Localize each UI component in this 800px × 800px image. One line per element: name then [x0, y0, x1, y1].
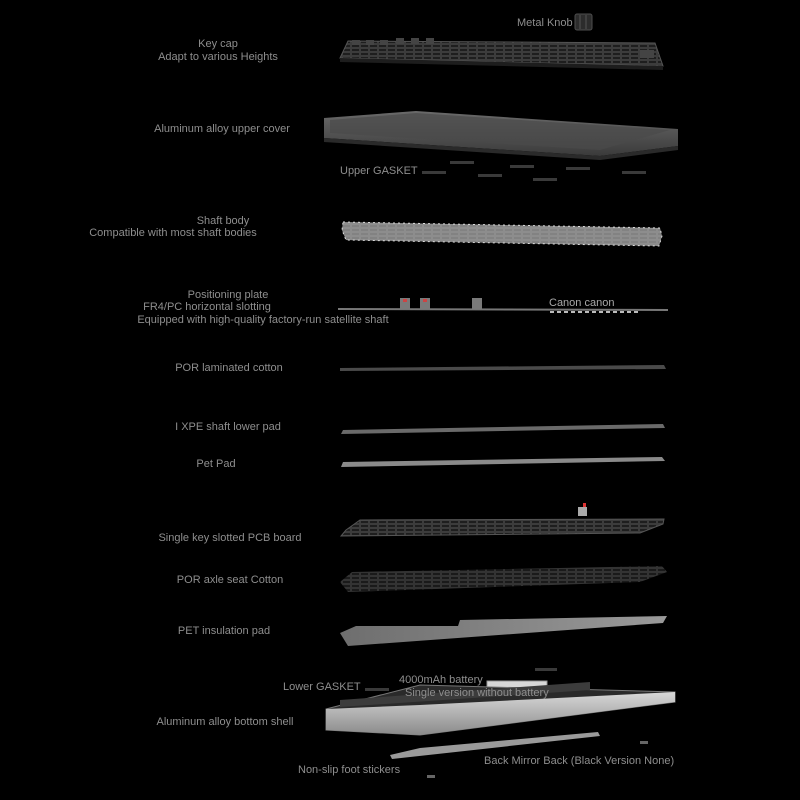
metal-knob-label: Metal Knob [517, 17, 573, 29]
por-laminated-label: POR laminated cotton [175, 362, 283, 374]
mirror-back-label: Back Mirror Back (Black Version None) [484, 755, 675, 767]
foot-stickers-label: Non-slip foot stickers [298, 764, 401, 776]
battery-label: 4000mAh battery [399, 674, 483, 686]
shaft-body-sublabel: Compatible with most shaft bodies [89, 227, 257, 239]
pet-insulation-label: PET insulation pad [177, 625, 271, 637]
positioning-plate-part [338, 298, 668, 312]
bottom-shell-label: Aluminum alloy bottom shell [156, 716, 294, 728]
upper-cover-label: Aluminum alloy upper cover [154, 123, 290, 135]
keycap-sublabel: Adapt to various Heights [158, 51, 278, 63]
ixpe-pad-label: I XPE shaft lower pad [175, 421, 281, 433]
metal-knob-part [575, 14, 592, 30]
keycap-part [340, 38, 663, 70]
positioning-plate-sublabel-2: Equipped with high-quality factory-run satellite shaft [137, 314, 389, 326]
por-axle-label: POR axle seat Cotton [176, 574, 284, 586]
upper-gasket-label: Upper GASKET [340, 165, 418, 177]
pcb-board-label: Single key slotted PCB board [158, 532, 302, 544]
ixpe-pad-part [341, 424, 665, 434]
shaft-body-part [342, 222, 662, 246]
canon-label: Canon canon [549, 297, 615, 309]
battery-sublabel: Single version without battery [405, 687, 549, 699]
pcb-board-part [341, 503, 664, 536]
por-laminated-part [340, 365, 666, 371]
pet-pad-label: Pet Pad [196, 458, 236, 470]
shaft-body-label: Shaft body [196, 215, 250, 227]
por-axle-part [340, 566, 667, 592]
positioning-plate-label: Positioning plate [187, 289, 269, 301]
pet-insulation-part [340, 616, 667, 646]
upper-cover-part [324, 111, 678, 160]
positioning-plate-sublabel: FR4/PC horizontal slotting [143, 301, 271, 313]
lower-gasket-label: Lower GASKET [283, 681, 361, 693]
pet-pad-part [341, 457, 665, 467]
keycap-label: Key cap [198, 38, 238, 50]
upper-gasket-part [422, 161, 646, 181]
